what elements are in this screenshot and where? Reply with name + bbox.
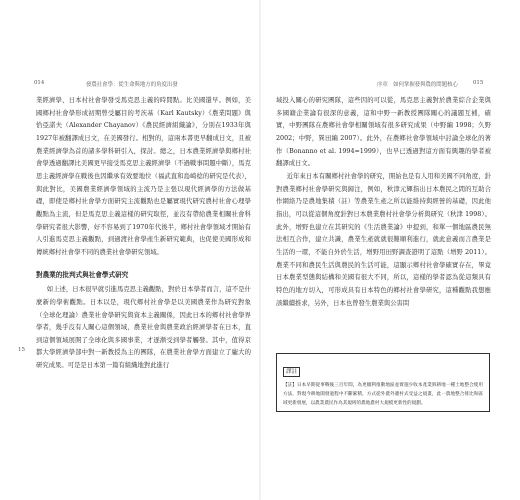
left-page-body bbox=[36, 95, 251, 373]
right-paragraph-2: 近年來日本有關鄉村社會學的研究，開始也是有人用和美國不同角度，針對農業鄉村社會學研究與歸注，例如，秋津元輝指出日本農民之間的互助合作網絡乃是農地集積（註）等農業生產之所以能維持與經營的基礎，因此他指出，可以從這個角度針對日本農業農村社會學分析與研究（秋津 1998）。此外，增野也建立在其研究的《生活農業論》中提到，和單一個地區農民無法相互合作，建立共識，農業生產就就很難順利進行，就此意義而言農業是生活的一環，不能自外於生活，增野用田野調查證明了這點（增野 2011）。農業不同和農民生活與農民的生活可能，這顯示鄉村社會學確實存在，畢竟日本農業型態與結構和美國有很大不同，所以，這樣的學者認為從這類具有特色的地方切入，可形成具有日本特色的鄉村社會學研究，這種觀點我想應該繼續推求，另外，日本也曾發生農業與公害問 bbox=[276, 172, 491, 307]
right-page-body bbox=[276, 95, 491, 310]
right-page-number: 015 bbox=[473, 80, 484, 86]
right-paragraph-1: 域投入關心的研究團隊，這些因的可以從，馬克思主義對於農業綜合企業與多國籍企業論有很深的意義，這和中野一新教授團隊關心的議題互補，確實，中野團隊在農鄉社會學相關領域有很多研究成果（中野編 1998；久野 2002；中野，巽田編 2007）。此外，在農鄉社會學領域中討論全球化的著作（Bonanno et al. 1994=1999），也早已透過對這方面有興趣的學者被翻譯成日文。 bbox=[276, 97, 491, 168]
left-page-number: 014 bbox=[34, 80, 45, 86]
section-heading: 對農業的批判式與社會學式研究 bbox=[36, 270, 129, 279]
left-paragraph-2: 如上述，日本很早就引進馬克思主義觀點，對於日本學者而言，這不是什麼新的學術觀點。日本以是，現代鄉村社會學是以美國農業作為研究對象（全球化理論）農業社會學研究與資本主義關係，因此日本的鄉村社會學界學者，幾乎沒有人關心這個領域，農業社會與農業政治經濟學者在日本，直到這個領域展開了全球化與多國事業，才逐漸受到學者觸發。其中，值得京都大學經濟學部中對一新教授為主的團隊，在農業社會學方面建立了龐大的研究成果。可是是日本第一篇有組織地對此進行 bbox=[36, 286, 251, 370]
left-paragraph-1: 業經濟學、日本村社會學發受馬克思主義的時間點。比美國還早。例如，美國鄉村社會學形成初期曾受屬目的考茨基（Karl Kautsky）《農業問題》與恰亞諾夫（Alexander Chayanov）《農民經濟組織論》，分別在1933年與1927年被翻譯成日文，在美國發行。相對的，這兩本書更早翻成日文，且被農業經濟學為首的諸多學科研引入，探討。總之，日本農業經濟學與鄉村社會學透過翻譯比美國更早接受馬克思主義經濟學（不過戰事問題中斷），馬克思主義經濟學在戰後也因繼承有效要地位（福武直和島崎稔的研究是代表），與此對比，美國農業經濟學領域的主流乃是主張以現代經濟學的方法做基礎，即使是鄉村社會學方面研究主流觀點也是屬實現代研究農村社會心理學觀點為主流，但是馬克思主義這樣的研究取徑，並沒有帶給農業相關社會科學研究者很大影響，好不容易到了1970年代後半，鄉村社會學領域才開始有人引進馬克思主義觀點，到過渡社會學產生新研究範典，也促使美國形成和傳統鄉村社會學不同的農業社會學研究領域。 bbox=[36, 97, 251, 256]
book-gutter bbox=[259, 0, 261, 500]
margin-line-number: 15 bbox=[18, 347, 25, 353]
right-running-title: 序章 如何掌握發與農的問題核心 bbox=[377, 82, 458, 88]
left-running-title: 發農社會學：從生命與地方的角度出發 bbox=[86, 82, 178, 88]
translator-note-box bbox=[276, 353, 490, 412]
note-tag: 譯註 bbox=[283, 367, 300, 377]
note-text: 【註】日本早期從事戰後三百年間，為更順利推動地區並實施少收本產業與耕地一種土地整合使用方法，對現今耕地開發過程中不斷累積，方式從外農外遷村式受益之規畫，此一農地整合排比和區域更新發展，以農業農民作為其規則的農地農村大規模更新性的規劃。 bbox=[283, 383, 483, 406]
